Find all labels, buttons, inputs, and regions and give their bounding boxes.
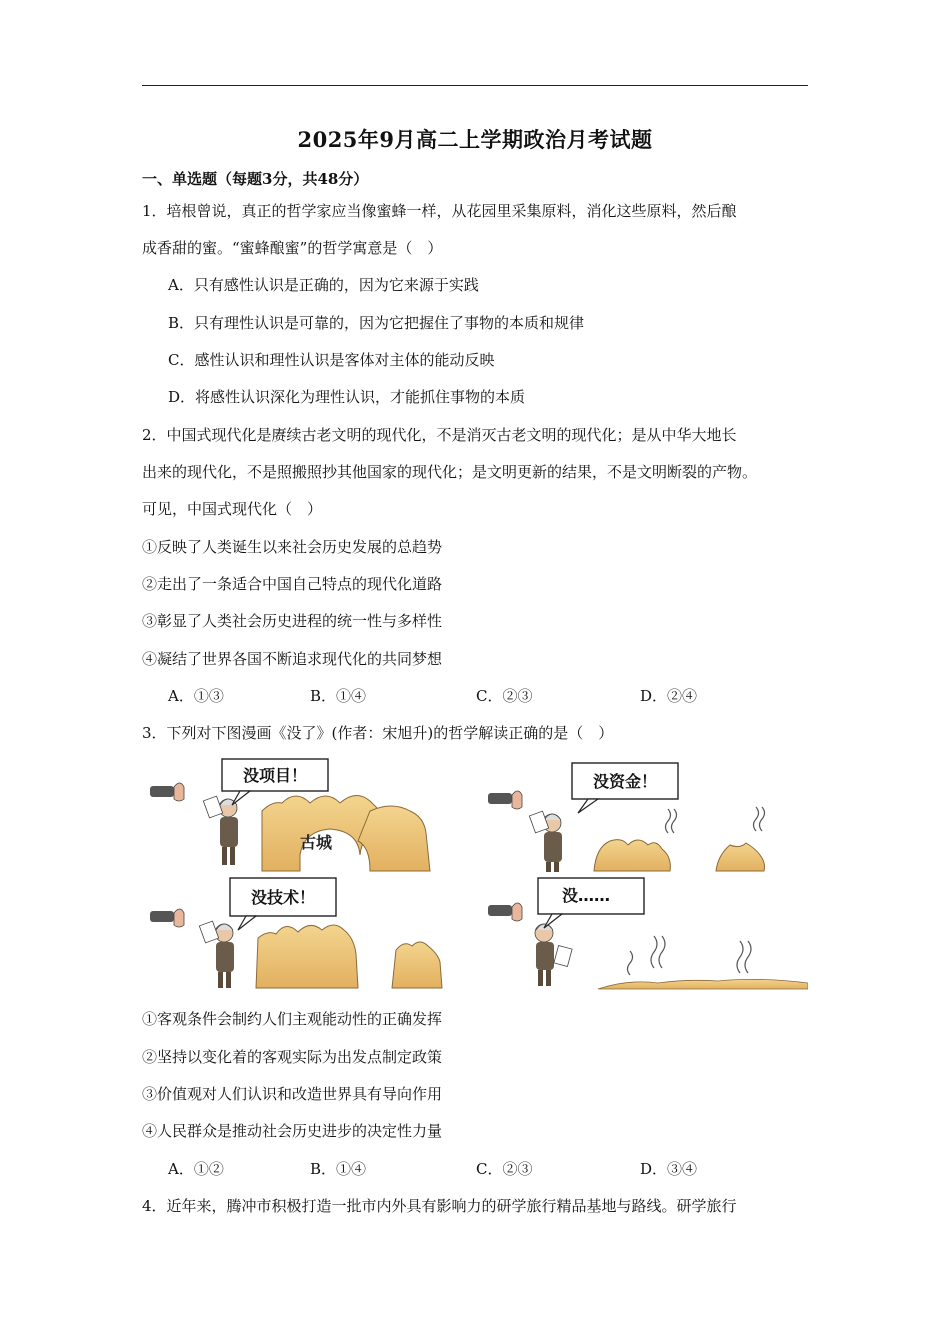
- pipe-icon: [488, 905, 512, 916]
- q1-stem-line2: 成香甜的蜜。“蜜蜂酿蜜”的哲学寓意是（ ）: [142, 239, 443, 257]
- q3-item-4: ④人民群众是推动社会历史进步的决定性力量: [142, 1122, 443, 1140]
- bubble-text-2: 没资金！: [592, 772, 658, 791]
- comic-illustration: [142, 753, 808, 990]
- q3-choice-a: A．①②: [168, 1160, 224, 1178]
- q2-item-3: ③彰显了人类社会历史进程的统一性与多样性: [142, 612, 443, 630]
- exam-title: 2025年9月高二上学期政治月考试题: [297, 127, 653, 152]
- q1-option-a: A．只有感性认识是正确的，因为它来源于实践: [168, 276, 479, 294]
- comic-panel-3: [150, 878, 442, 988]
- comic-panel-2: [488, 763, 765, 872]
- q3-choice-b: B．①④: [310, 1160, 367, 1178]
- comic-panel-4: [488, 878, 808, 989]
- bubble-text-1: 没项目！: [242, 766, 308, 785]
- q2-choice-d: D．②④: [640, 687, 698, 705]
- q2-choice-a: A．①③: [168, 687, 224, 705]
- official-figure: [199, 921, 234, 988]
- bubble-text-3: 没技术！: [250, 888, 316, 907]
- q1-option-d: D．将感性认识深化为理性认识，才能抓住事物的本质: [168, 388, 526, 406]
- pipe-icon: [150, 911, 174, 922]
- q3-item-1: ①客观条件会制约人们主观能动性的正确发挥: [142, 1010, 443, 1028]
- q2-choice-c: C．②③: [476, 687, 533, 705]
- q2-stem-line1: 2．中国式现代化是赓续古老文明的现代化，不是消灭古老文明的现代化；是从中华大地长: [142, 426, 737, 444]
- q2-item-1: ①反映了人类诞生以来社会历史发展的总趋势: [142, 538, 443, 556]
- pipe-icon: [150, 786, 174, 797]
- q1-option-b: B．只有理性认识是可靠的，因为它把握住了事物的本质和规律: [168, 314, 585, 332]
- q1-stem-line1: 1．培根曾说，真正的哲学家应当像蜜蜂一样，从花园里采集原料，消化这些原料，然后酿: [142, 202, 737, 220]
- q3-choice-c: C．②③: [476, 1160, 533, 1178]
- q2-choices: [168, 685, 808, 705]
- official-figure: [535, 924, 572, 986]
- header-rule: [142, 85, 808, 86]
- q4-stem-line1: 4．近年来，腾冲市积极打造一批市内外具有影响力的研学旅行精品基地与路线。研学旅行: [142, 1197, 737, 1215]
- q2-stem-line3: 可见，中国式现代化（ ）: [142, 500, 323, 518]
- q3-item-3: ③价值观对人们认识和改造世界具有导向作用: [142, 1085, 443, 1103]
- q2-stem-line2: 出来的现代化，不是照搬照抄其他国家的现代化；是文明更新的结果，不是文明断裂的产物。: [142, 463, 758, 481]
- official-figure: [203, 796, 238, 865]
- q2-item-2: ②走出了一条适合中国自己特点的现代化道路: [142, 575, 443, 593]
- q3-stem: 3．下列对下图漫画《没了》(作者：宋旭升)的哲学解读正确的是（ ）: [142, 724, 614, 742]
- official-figure: [529, 811, 562, 872]
- q3-item-2: ②坚持以变化着的客观实际为出发点制定政策: [142, 1048, 443, 1066]
- bubble-text-4: 没……: [562, 886, 611, 905]
- q1-option-c: C．感性认识和理性认识是客体对主体的能动反映: [168, 351, 495, 369]
- q3-choice-d: D．③④: [640, 1160, 698, 1178]
- pipe-icon: [488, 793, 512, 804]
- q2-choice-b: B．①④: [310, 687, 367, 705]
- section-heading: 一、单选题（每题3分，共48分）: [142, 170, 369, 188]
- ancient-city-label: 古城: [299, 833, 333, 852]
- q2-item-4: ④凝结了世界各国不断追求现代化的共同梦想: [142, 650, 443, 668]
- q3-choices: [168, 1158, 808, 1178]
- comic-panel-1: [150, 759, 430, 871]
